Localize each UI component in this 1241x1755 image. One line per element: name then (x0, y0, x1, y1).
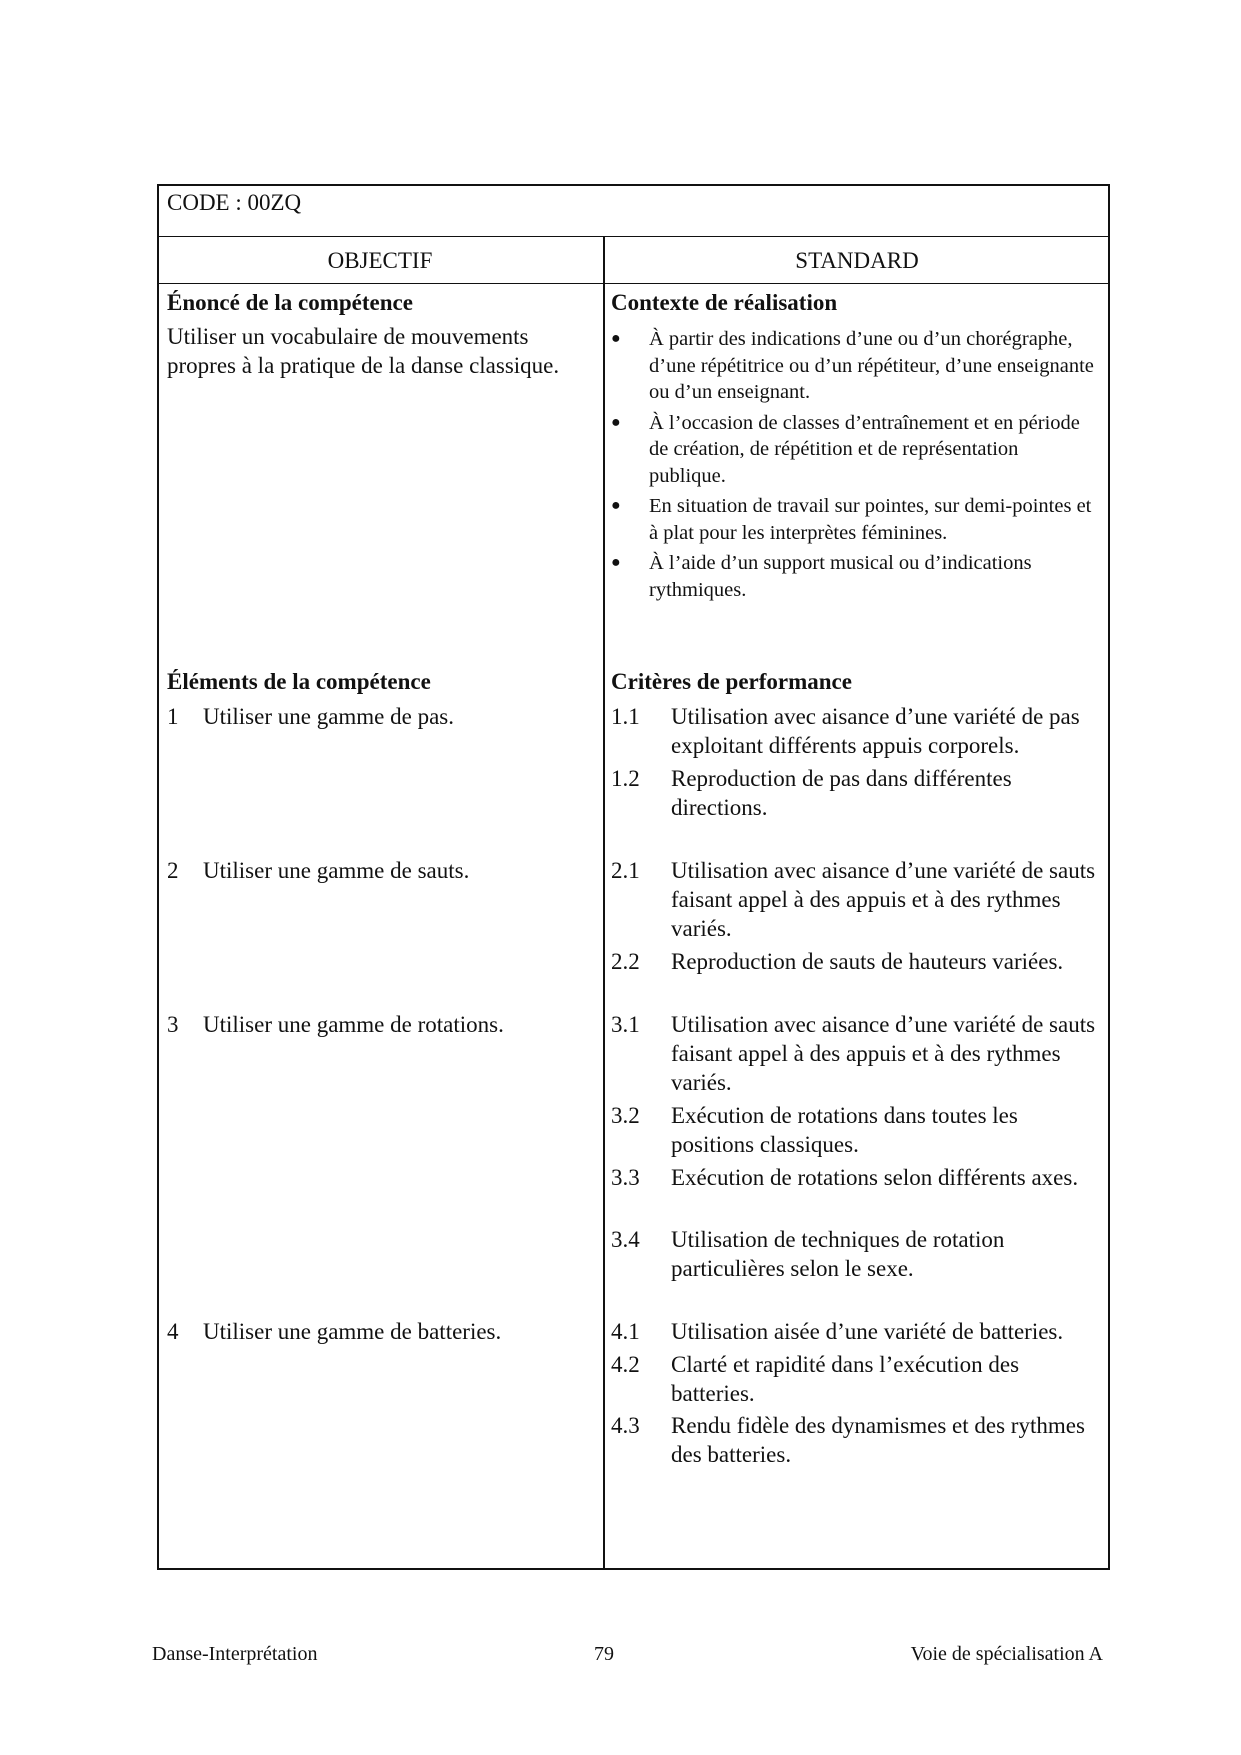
critere-item (611, 702, 1106, 760)
list-item (611, 550, 1096, 603)
critere-text: Exécution de rotations selon différents axes. (671, 1165, 1079, 1190)
critere-number: 4.3 (611, 1413, 640, 1438)
element-text: Utiliser une gamme de rotations. (203, 1012, 504, 1037)
critere-text: Exécution de rotations dans toutes les positions classiques. (671, 1103, 1018, 1157)
critere-number: 3.3 (611, 1165, 640, 1190)
code-label: CODE : 00ZQ (167, 190, 302, 215)
critere-item (611, 1225, 1106, 1283)
critere-number: 3.1 (611, 1012, 640, 1037)
contexte-list (611, 326, 1096, 603)
critere-item (611, 1010, 1106, 1097)
header-objectif: OBJECTIF (327, 248, 433, 273)
enonce-text: Utiliser un vocabulaire de mouvements propres à la pratique de la danse classique. (167, 324, 560, 378)
critere-number: 1.2 (611, 766, 640, 791)
critere-number: 1.1 (611, 704, 640, 729)
element-number: 4 (167, 1319, 179, 1344)
element-item (167, 856, 623, 885)
critere-number: 3.2 (611, 1103, 640, 1128)
bullet-text: En situation de travail sur pointes, sur demi-pointes et à plat pour les interprètes féminines. (649, 495, 1092, 544)
critere-text: Reproduction de pas dans différentes directions. (671, 766, 1012, 820)
bullet-text: À l’occasion de classes d’entraînement et en période de création, de répétition et de représentation publique. (649, 411, 1080, 487)
critere-text: Utilisation avec aisance d’une variété de pas exploitant différents appuis corporels. (671, 704, 1080, 758)
elements-title: Éléments de la compétence (167, 669, 431, 694)
page-number: 79 (594, 1643, 614, 1665)
footer-section: Voie de spécialisation A (910, 1643, 1103, 1665)
criteres-title: Critères de performance (611, 669, 852, 694)
element-text: Utiliser une gamme de sauts. (203, 858, 470, 883)
element-text: Utiliser une gamme de batteries. (203, 1319, 502, 1344)
critere-text: Clarté et rapidité dans l’exécution des batteries. (671, 1352, 1020, 1406)
bullet-text: À partir des indications d’une ou d’un chorégraphe, d’une répétitrice ou d’un répétiteur, d’une enseignante ou d’un enseignant. (649, 328, 1094, 403)
critere-number: 2.2 (611, 949, 640, 974)
divider (157, 283, 1110, 284)
bullet-icon: ● (611, 497, 621, 514)
critere-text: Utilisation avec aisance d’une variété de sauts faisant appel à des appuis et à des rythmes variés. (671, 1012, 1096, 1095)
critere-item (611, 1350, 1106, 1408)
critere-item (611, 1411, 1106, 1469)
element-item (167, 1317, 623, 1346)
divider (157, 236, 1110, 237)
enonce-title: Énoncé de la compétence (167, 290, 413, 315)
header-standard: STANDARD (795, 248, 919, 273)
bullet-icon: ● (611, 554, 621, 571)
bullet-icon: ● (611, 413, 621, 431)
footer-title: Danse-Interprétation (152, 1643, 318, 1665)
contexte-title: Contexte de réalisation (611, 290, 838, 315)
critere-item (611, 856, 1106, 943)
critere-item (611, 764, 1106, 822)
critere-text: Utilisation de techniques de rotation particulières selon le sexe. (671, 1227, 1005, 1281)
element-text: Utiliser une gamme de pas. (203, 704, 455, 729)
list-item (611, 410, 1096, 490)
critere-text: Utilisation avec aisance d’une variété de sauts faisant appel à des appuis et à des rythmes variés. (671, 858, 1096, 941)
list-item (611, 493, 1096, 546)
critere-text: Reproduction de sauts de hauteurs variées. (671, 949, 1064, 974)
column-divider (603, 237, 605, 1570)
critere-number: 2.1 (611, 858, 640, 883)
critere-text: Rendu fidèle des dynamismes et des rythmes des batteries. (671, 1413, 1085, 1467)
element-number: 1 (167, 704, 179, 729)
list-item (611, 326, 1096, 406)
element-number: 3 (167, 1012, 179, 1037)
element-item (167, 1010, 623, 1039)
critere-item (611, 1101, 1106, 1159)
element-number: 2 (167, 858, 179, 883)
critere-number: 3.4 (611, 1227, 640, 1252)
bullet-text: À l’aide d’un support musical ou d’indications rythmiques. (649, 552, 1032, 601)
element-item (167, 702, 623, 731)
critere-item (611, 947, 1116, 976)
critere-number: 4.1 (611, 1319, 640, 1344)
critere-item (611, 1163, 1106, 1192)
critere-item (611, 1317, 1116, 1346)
critere-number: 4.2 (611, 1352, 640, 1377)
bullet-icon: ● (611, 330, 621, 347)
critere-text: Utilisation aisée d’une variété de batteries. (671, 1319, 1064, 1344)
